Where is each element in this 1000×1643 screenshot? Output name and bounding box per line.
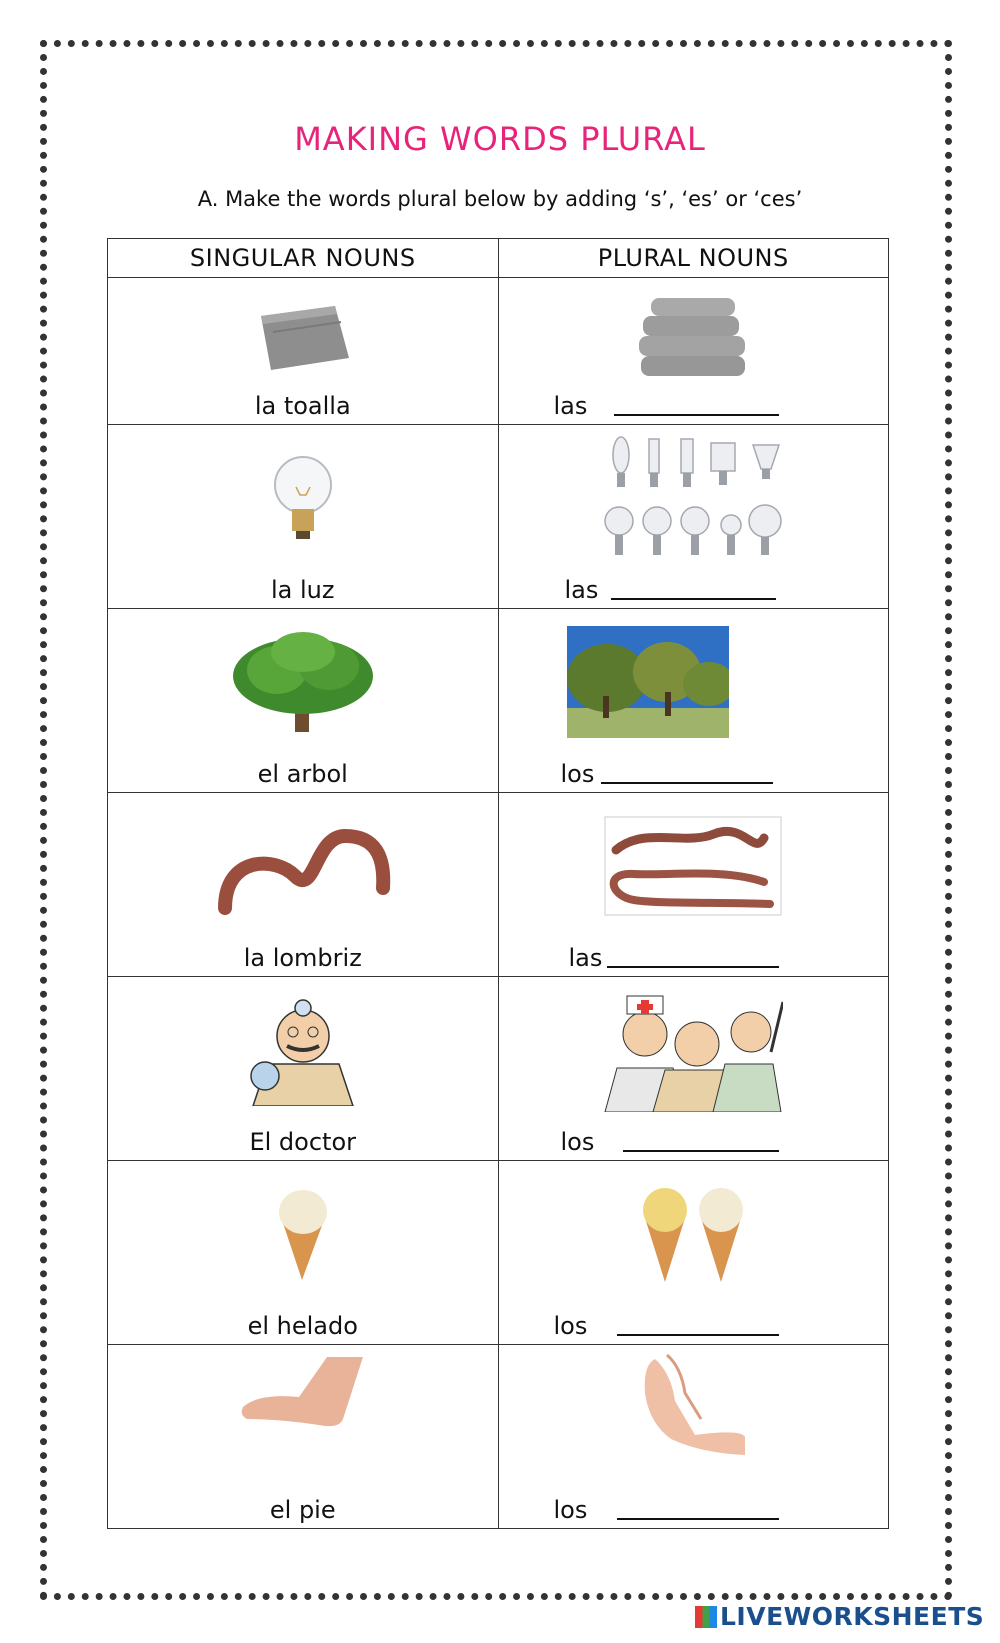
singular-word: la luz [271, 576, 335, 604]
table-row [108, 425, 889, 609]
table-row [108, 278, 889, 425]
plural-cell [498, 278, 889, 425]
plural-cell [498, 425, 889, 609]
foot-image [108, 1353, 498, 1483]
plural-cell [498, 1161, 889, 1345]
trees-image [499, 617, 889, 747]
header-plural: PLURAL NOUNS [498, 239, 889, 278]
singular-word: el helado [247, 1312, 358, 1340]
singular-cell [108, 977, 499, 1161]
doctor-image [108, 985, 498, 1115]
plural-article: los [560, 1128, 595, 1156]
singular-word: el pie [269, 1496, 336, 1524]
singular-cell [108, 793, 499, 977]
doctors-image [499, 985, 889, 1115]
lightbulbs-image [499, 433, 889, 563]
worms-image [499, 801, 889, 931]
logo-badge-icon [695, 1606, 717, 1628]
feet-image [499, 1353, 889, 1483]
plural-article: las [568, 944, 603, 972]
singular-cell [108, 278, 499, 425]
singular-word: la toalla [254, 392, 351, 420]
lightbulb-image [108, 433, 498, 563]
singular-cell [108, 1161, 499, 1345]
answer-blank[interactable] [617, 1498, 779, 1520]
nouns-table [107, 238, 889, 1529]
liveworksheets-logo: LIVEWORKSHEETS [695, 1602, 984, 1631]
worm-image [108, 801, 498, 931]
plural-cell [498, 609, 889, 793]
table-header-row [108, 239, 889, 278]
plural-cell [498, 793, 889, 977]
towel-image [108, 288, 498, 388]
singular-word: el arbol [257, 760, 348, 788]
answer-blank[interactable] [623, 1130, 779, 1152]
table-row [108, 1161, 889, 1345]
plural-article: las [564, 576, 599, 604]
table-row [108, 1345, 889, 1529]
answer-blank[interactable] [601, 762, 773, 784]
plural-article: las [553, 392, 588, 420]
plural-article: los [553, 1496, 588, 1524]
tree-image [108, 617, 498, 747]
table-row [108, 977, 889, 1161]
singular-cell [108, 1345, 499, 1529]
table-row [108, 609, 889, 793]
singular-cell [108, 609, 499, 793]
icecreams-image [499, 1169, 889, 1299]
plural-article: los [553, 1312, 588, 1340]
singular-word: El doctor [249, 1128, 357, 1156]
towels-image [499, 288, 889, 388]
instruction-text: A. Make the words plural below by adding ‘s’, ‘es’ or ‘ces’ [197, 187, 803, 211]
header-singular: SINGULAR NOUNS [108, 239, 499, 278]
table-row [108, 793, 889, 977]
answer-blank[interactable] [614, 394, 779, 416]
icecream-image [108, 1169, 498, 1299]
singular-word: la lombriz [243, 944, 362, 972]
plural-cell [498, 1345, 889, 1529]
singular-cell [108, 425, 499, 609]
page-title: MAKING WORDS PLURAL [294, 120, 706, 158]
answer-blank[interactable] [607, 946, 779, 968]
plural-cell [498, 977, 889, 1161]
answer-blank[interactable] [611, 578, 776, 600]
plural-article: los [560, 760, 595, 788]
answer-blank[interactable] [617, 1314, 779, 1336]
